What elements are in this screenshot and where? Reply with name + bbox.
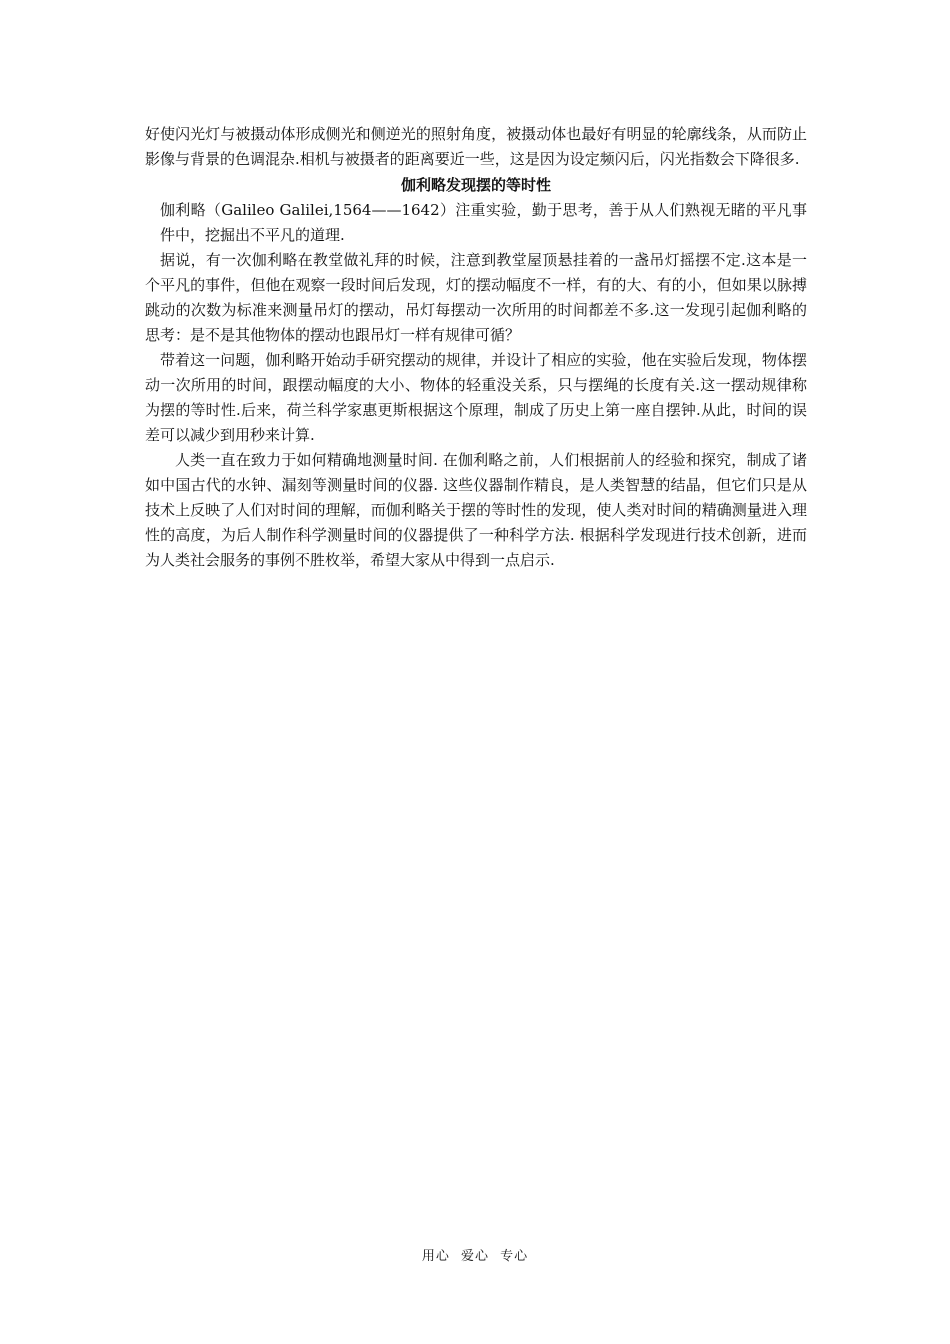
paragraph-chandelier-story: 据说，有一次伽利略在教堂做礼拜的时候，注意到教堂屋顶悬挂着的一盏吊灯摇摆不定.这本是一个平凡的事件，但他在观察一段时间后发现，灯的摆动幅度不一样，有的大、有的小，但如果以脉搏跳动的次数为标准来测量吊灯的摆动，吊灯每摆动一次所用的时间都差不多.这一发现引起伽利略的思考：是不是其他物体的摆动也跟吊灯一样有规律可循？: [145, 251, 807, 344]
intro-paragraph: 好使闪光灯与被摄动体形成侧光和侧逆光的照射角度，被摄动体也最好有明显的轮廓线条，从而防止影像与背景的色调混杂.相机与被摄者的距离要近一些，这是因为设定频闪后，闪光指数会下降很多.: [145, 125, 807, 168]
paragraph-pendulum-law: 带着这一问题，伽利略开始动手研究摆动的规律，并设计了相应的实验，他在实验后发现，物体摆动一次所用的时间，跟摆动幅度的大小、物体的轻重没关系，只与摆绳的长度有关.这一摆动规律称为摆的等时性.后来，荷兰科学家惠更斯根据这个原理，制成了历史上第一座自摆钟.从此，时间的误差可以减少到用秒来计算.: [145, 351, 807, 444]
article-title: 伽利略发现摆的等时性: [400, 176, 551, 194]
paragraph-time-measurement: 人类一直在致力于如何精确地测量时间. 在伽利略之前，人们根据前人的经验和探究，制成了诸如中国古代的水钟、漏刻等测量时间的仪器. 这些仪器制作精良，是人类智慧的结晶，但它们只是从技术上反映了人们对时间的理解，而伽利略关于摆的等时性的发现，使人类对时间的精确测量进入理性的高度，为后人制作科学测量时间的仪器提供了一种科学方法. 根据科学发现进行技术创新，进而为人类社会服务的事例不胜枚举，希望大家从中得到一点启示.: [145, 451, 807, 569]
page-footer: 用心 爱心 专心: [421, 1249, 529, 1264]
document-body: [145, 122, 807, 573]
paragraph-galileo-intro: 伽利略（Galileo Galilei,1564——1642）注重实验，勤于思考，善于从人们熟视无睹的平凡事件中，挖掘出不平凡的道理.: [160, 201, 807, 244]
